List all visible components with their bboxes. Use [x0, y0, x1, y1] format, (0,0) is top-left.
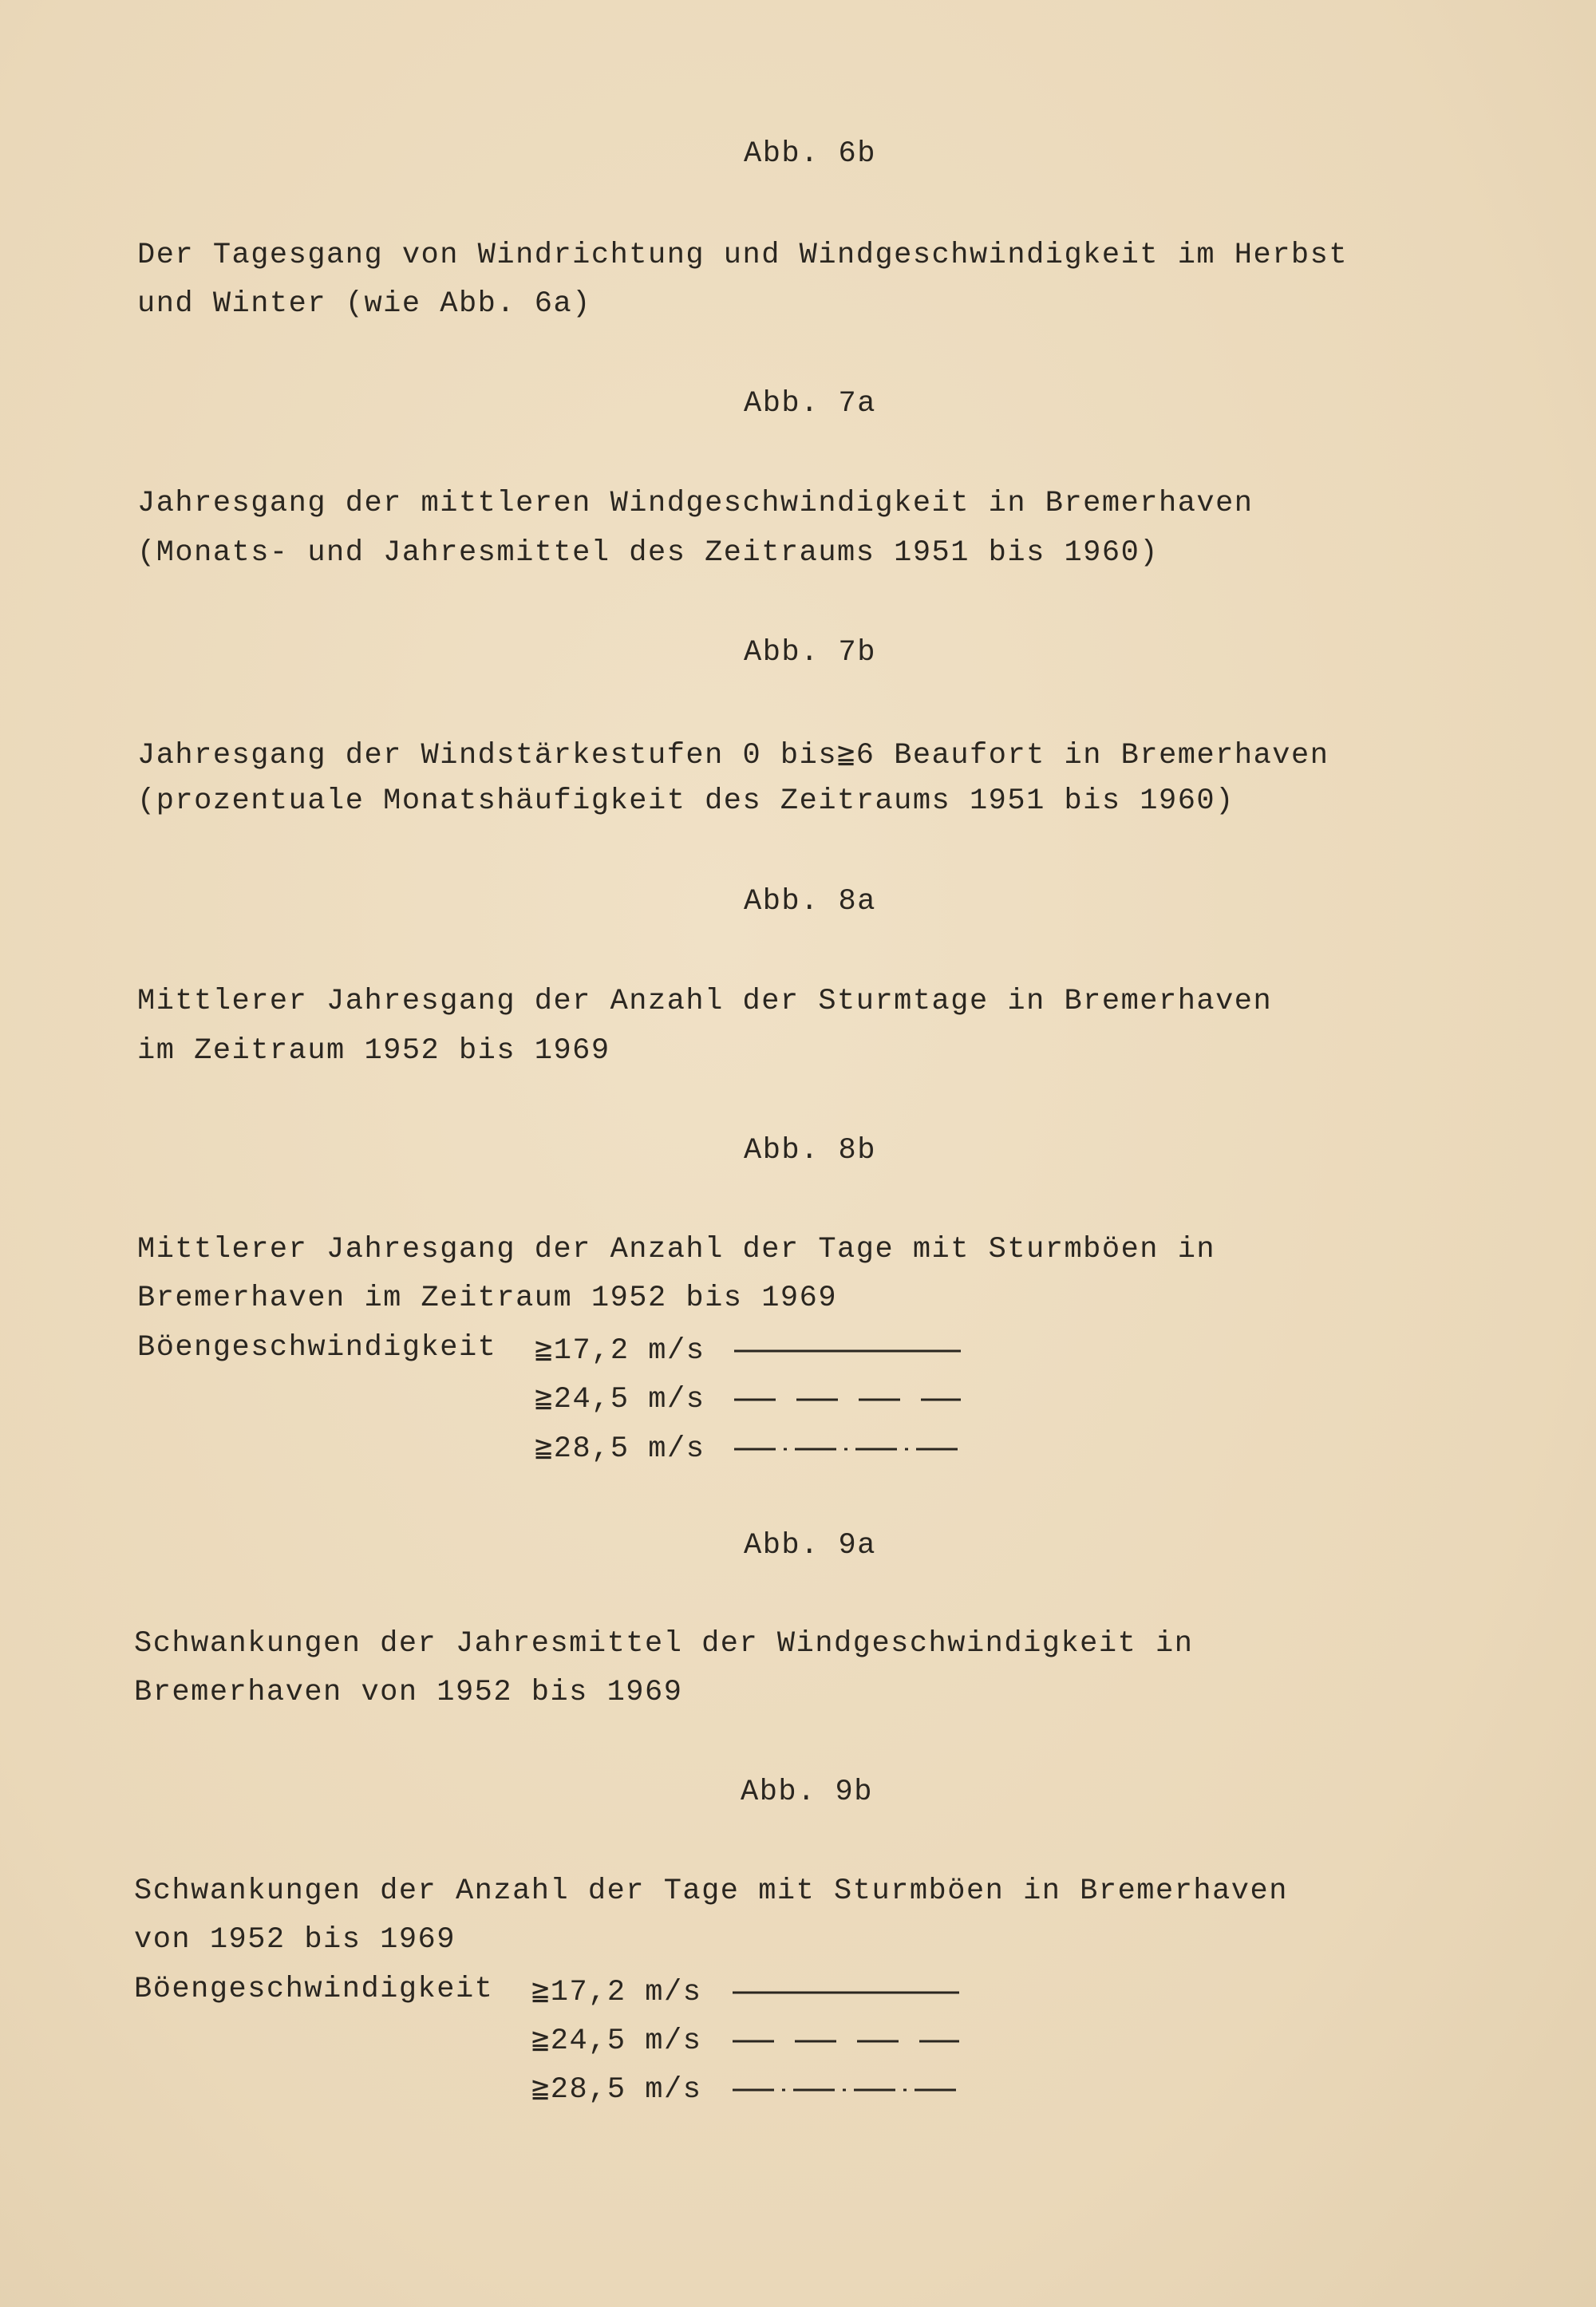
legend-solid-line — [733, 1989, 959, 1997]
legend-value: ≧24,5 m/s — [535, 1383, 705, 1416]
figure-heading: Abb. 9b — [741, 1776, 873, 1809]
figure-heading: Abb. 7b — [744, 636, 876, 670]
caption-line: im Zeitraum 1952 bis 1969 — [137, 1034, 610, 1068]
caption-line: Mittlerer Jahresgang der Anzahl der Tage mit Sturmböen in — [137, 1233, 1216, 1266]
caption-line: Schwankungen der Jahresmittel der Windgeschwindigkeit in — [134, 1627, 1194, 1661]
figure-heading: Abb. 7a — [744, 387, 876, 421]
legend-value: ≧24,5 m/s — [531, 2025, 702, 2058]
figure-heading: Abb. 8a — [744, 885, 876, 918]
caption-line: Der Tagesgang von Windrichtung und Windgeschwindigkeit im Herbst — [137, 239, 1349, 272]
legend-dashed-line — [734, 1396, 961, 1404]
caption-line: Jahresgang der Windstärkestufen 0 bis≧6 Beaufort in Bremerhaven — [137, 739, 1329, 772]
legend-dashed-line — [733, 2037, 959, 2045]
legend-dash-dot-line — [733, 2086, 959, 2094]
caption-line: (prozentuale Monatshäufigkeit des Zeitraums 1951 bis 1960) — [137, 784, 1235, 818]
legend-label: Böengeschwindigkeit — [134, 1973, 494, 2006]
legend-label: Böengeschwindigkeit — [137, 1331, 497, 1365]
legend-value: ≧17,2 m/s — [535, 1334, 705, 1368]
figure-heading: Abb. 6b — [744, 137, 876, 171]
legend-solid-line — [734, 1347, 961, 1355]
legend-value: ≧28,5 m/s — [535, 1432, 705, 1466]
caption-line: Bremerhaven von 1952 bis 1969 — [134, 1676, 683, 1709]
caption-line: Mittlerer Jahresgang der Anzahl der Sturmtage in Bremerhaven — [137, 985, 1273, 1018]
legend-dash-dot-line — [734, 1445, 961, 1453]
caption-line: Schwankungen der Anzahl der Tage mit Sturmböen in Bremerhaven — [134, 1874, 1288, 1908]
figure-heading: Abb. 8b — [744, 1134, 876, 1167]
caption-line: von 1952 bis 1969 — [134, 1923, 456, 1957]
legend-value: ≧17,2 m/s — [531, 1976, 702, 2009]
caption-line: Bremerhaven im Zeitraum 1952 bis 1969 — [137, 1282, 838, 1315]
caption-line: (Monats- und Jahresmittel des Zeitraums 1951 bis 1960) — [137, 536, 1159, 570]
caption-line: Jahresgang der mittleren Windgeschwindigkeit in Bremerhaven — [137, 487, 1254, 520]
caption-line: und Winter (wie Abb. 6a) — [137, 287, 591, 321]
figure-heading: Abb. 9a — [744, 1529, 876, 1562]
legend-value: ≧28,5 m/s — [531, 2073, 702, 2107]
